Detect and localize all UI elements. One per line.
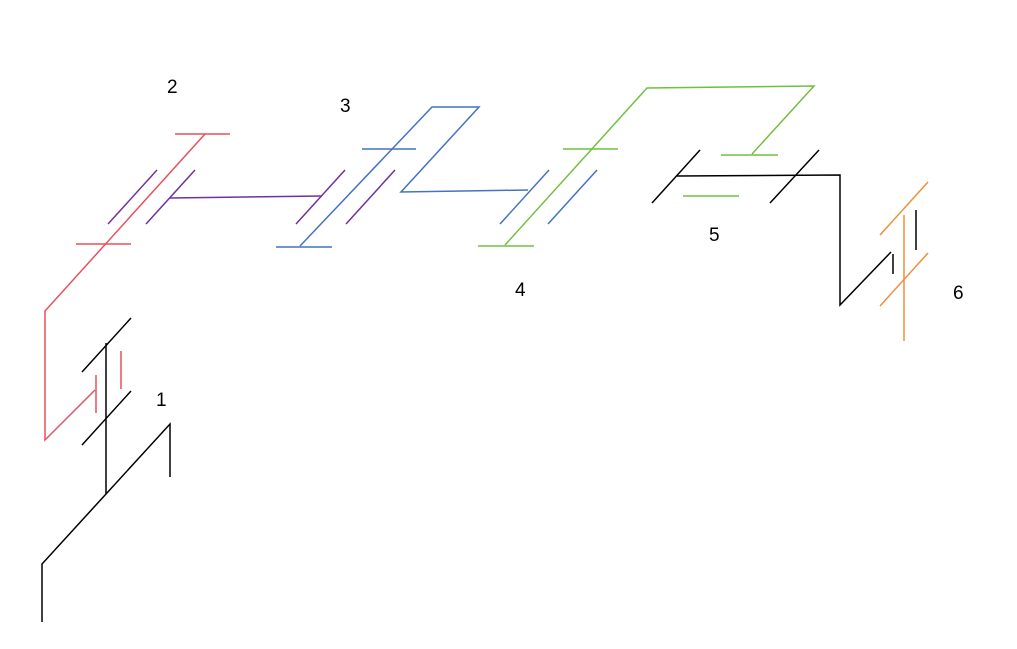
stage-6-shaft xyxy=(880,182,928,341)
purple-gear-c xyxy=(296,170,345,224)
stage-2-shaft xyxy=(45,134,230,440)
stage-3-shaft xyxy=(276,107,597,247)
stage-label-4: 4 xyxy=(515,280,526,301)
stage-5-gear-right xyxy=(770,150,819,203)
purple-connector-shaft xyxy=(170,196,322,198)
stage-label-1: 1 xyxy=(156,390,167,411)
stage-2-shaft-line xyxy=(45,134,205,440)
stage-4-shaft xyxy=(478,86,814,246)
stage-3-gear-b xyxy=(548,170,597,224)
purple-gear-a xyxy=(108,170,157,224)
purple-gear-d xyxy=(346,170,395,224)
stage-3-gear-a xyxy=(500,170,549,224)
stage-label-6: 6 xyxy=(953,283,964,304)
stage-5-shaft xyxy=(652,150,916,305)
stage-1-shaft xyxy=(42,318,170,622)
purple-gear-b xyxy=(146,170,195,224)
stage-3-shaft-line xyxy=(300,107,528,246)
stage-label-5: 5 xyxy=(709,225,720,246)
stage-2-3-link xyxy=(108,170,395,224)
stage-label-3: 3 xyxy=(340,96,351,117)
stage-label-2: 2 xyxy=(167,77,178,98)
